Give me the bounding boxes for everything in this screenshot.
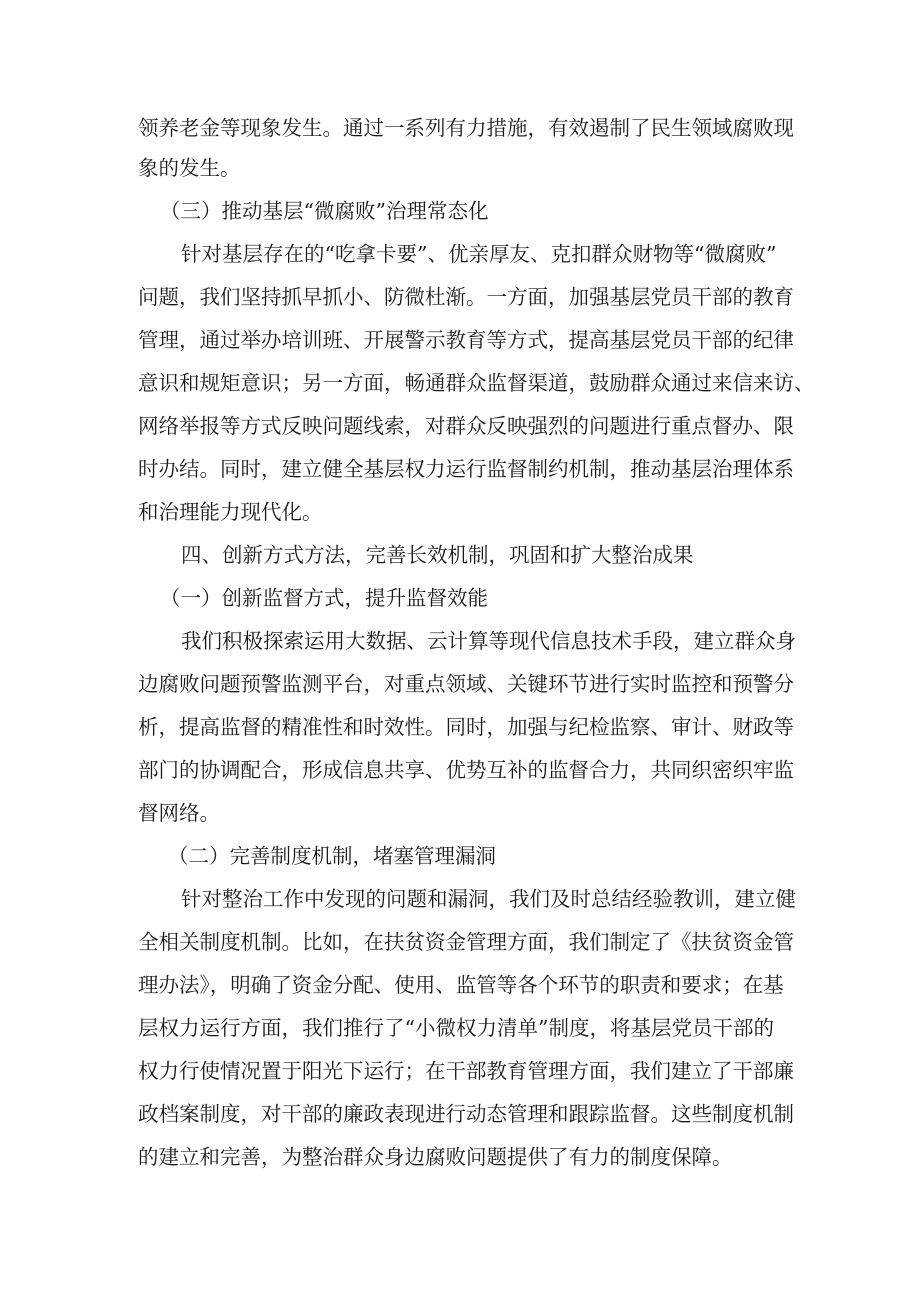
paragraph-line: 权力行使情况置于阳光下运行；在干部教育管理方面，我们建立了干部廉	[138, 1059, 794, 1083]
paragraph-line: 理办法》，明确了资金分配、使用、监管等各个环节的职责和要求；在基	[138, 973, 784, 997]
paragraph-line: 政档案制度，对干部的廉政表现进行动态管理和跟踪监督。这些制度机制	[138, 1102, 794, 1126]
paragraph-line: 部门的协调配合，形成信息共享、优势互补的监督合力，共同织密织牢监	[138, 758, 794, 782]
section-subheading: （一）创新监督方式，提升监督效能	[160, 586, 488, 610]
section-heading: 四、创新方式方法，完善长效机制，巩固和扩大整治成果	[181, 543, 694, 567]
paragraph-line: 层权力运行方面，我们推行了“小微权力清单”制度，将基层党员干部的	[138, 1016, 774, 1040]
paragraph-line: 全相关制度机制。比如，在扶贫资金管理方面，我们制定了《扶贫资金管	[138, 930, 794, 954]
paragraph-line: 析，提高监督的精准性和时效性。同时，加强与纪检监察、审计、财政等	[138, 715, 794, 739]
paragraph-line: 象的发生。	[138, 156, 241, 180]
paragraph-line: 的建立和完善，为整治群众身边腐败问题提供了有力的制度保障。	[138, 1145, 733, 1169]
paragraph-line: 针对整治工作中发现的问题和漏洞，我们及时总结经验教训，建立健	[181, 887, 796, 911]
section-subheading: （二）完善制度机制，堵塞管理漏洞	[168, 844, 496, 868]
paragraph-line: 督网络。	[138, 801, 220, 825]
section-subheading: （三）推动基层“微腐败”治理常态化	[160, 199, 489, 223]
paragraph-line: 管理，通过举办培训班、开展警示教育等方式，提高基层党员干部的纪律	[138, 328, 794, 352]
paragraph-line: 和治理能力现代化。	[138, 500, 323, 524]
paragraph-line: 网络举报等方式反映问题线索，对群众反映强烈的问题进行重点督办、限	[138, 414, 794, 438]
paragraph-line: 时办结。同时，建立健全基层权力运行监督制约机制，推动基层治理体系	[138, 457, 794, 481]
paragraph-line: 问题，我们坚持抓早抓小、防微杜渐。一方面，加强基层党员干部的教育	[138, 285, 794, 309]
paragraph-line: 我们积极探索运用大数据、云计算等现代信息技术手段，建立群众身	[181, 629, 796, 653]
paragraph-line: 针对基层存在的“吃拿卡要”、优亲厚友、克扣群众财物等“微腐败”	[181, 242, 777, 266]
paragraph-line: 边腐败问题预警监测平台，对重点领域、关键环节进行实时监控和预警分	[138, 672, 794, 696]
paragraph-line: 领养老金等现象发生。通过一系列有力措施，有效遏制了民生领域腐败现	[138, 116, 794, 140]
paragraph-line: 意识和规矩意识；另一方面，畅通群众监督渠道，鼓励群众通过来信来访、	[138, 371, 815, 395]
